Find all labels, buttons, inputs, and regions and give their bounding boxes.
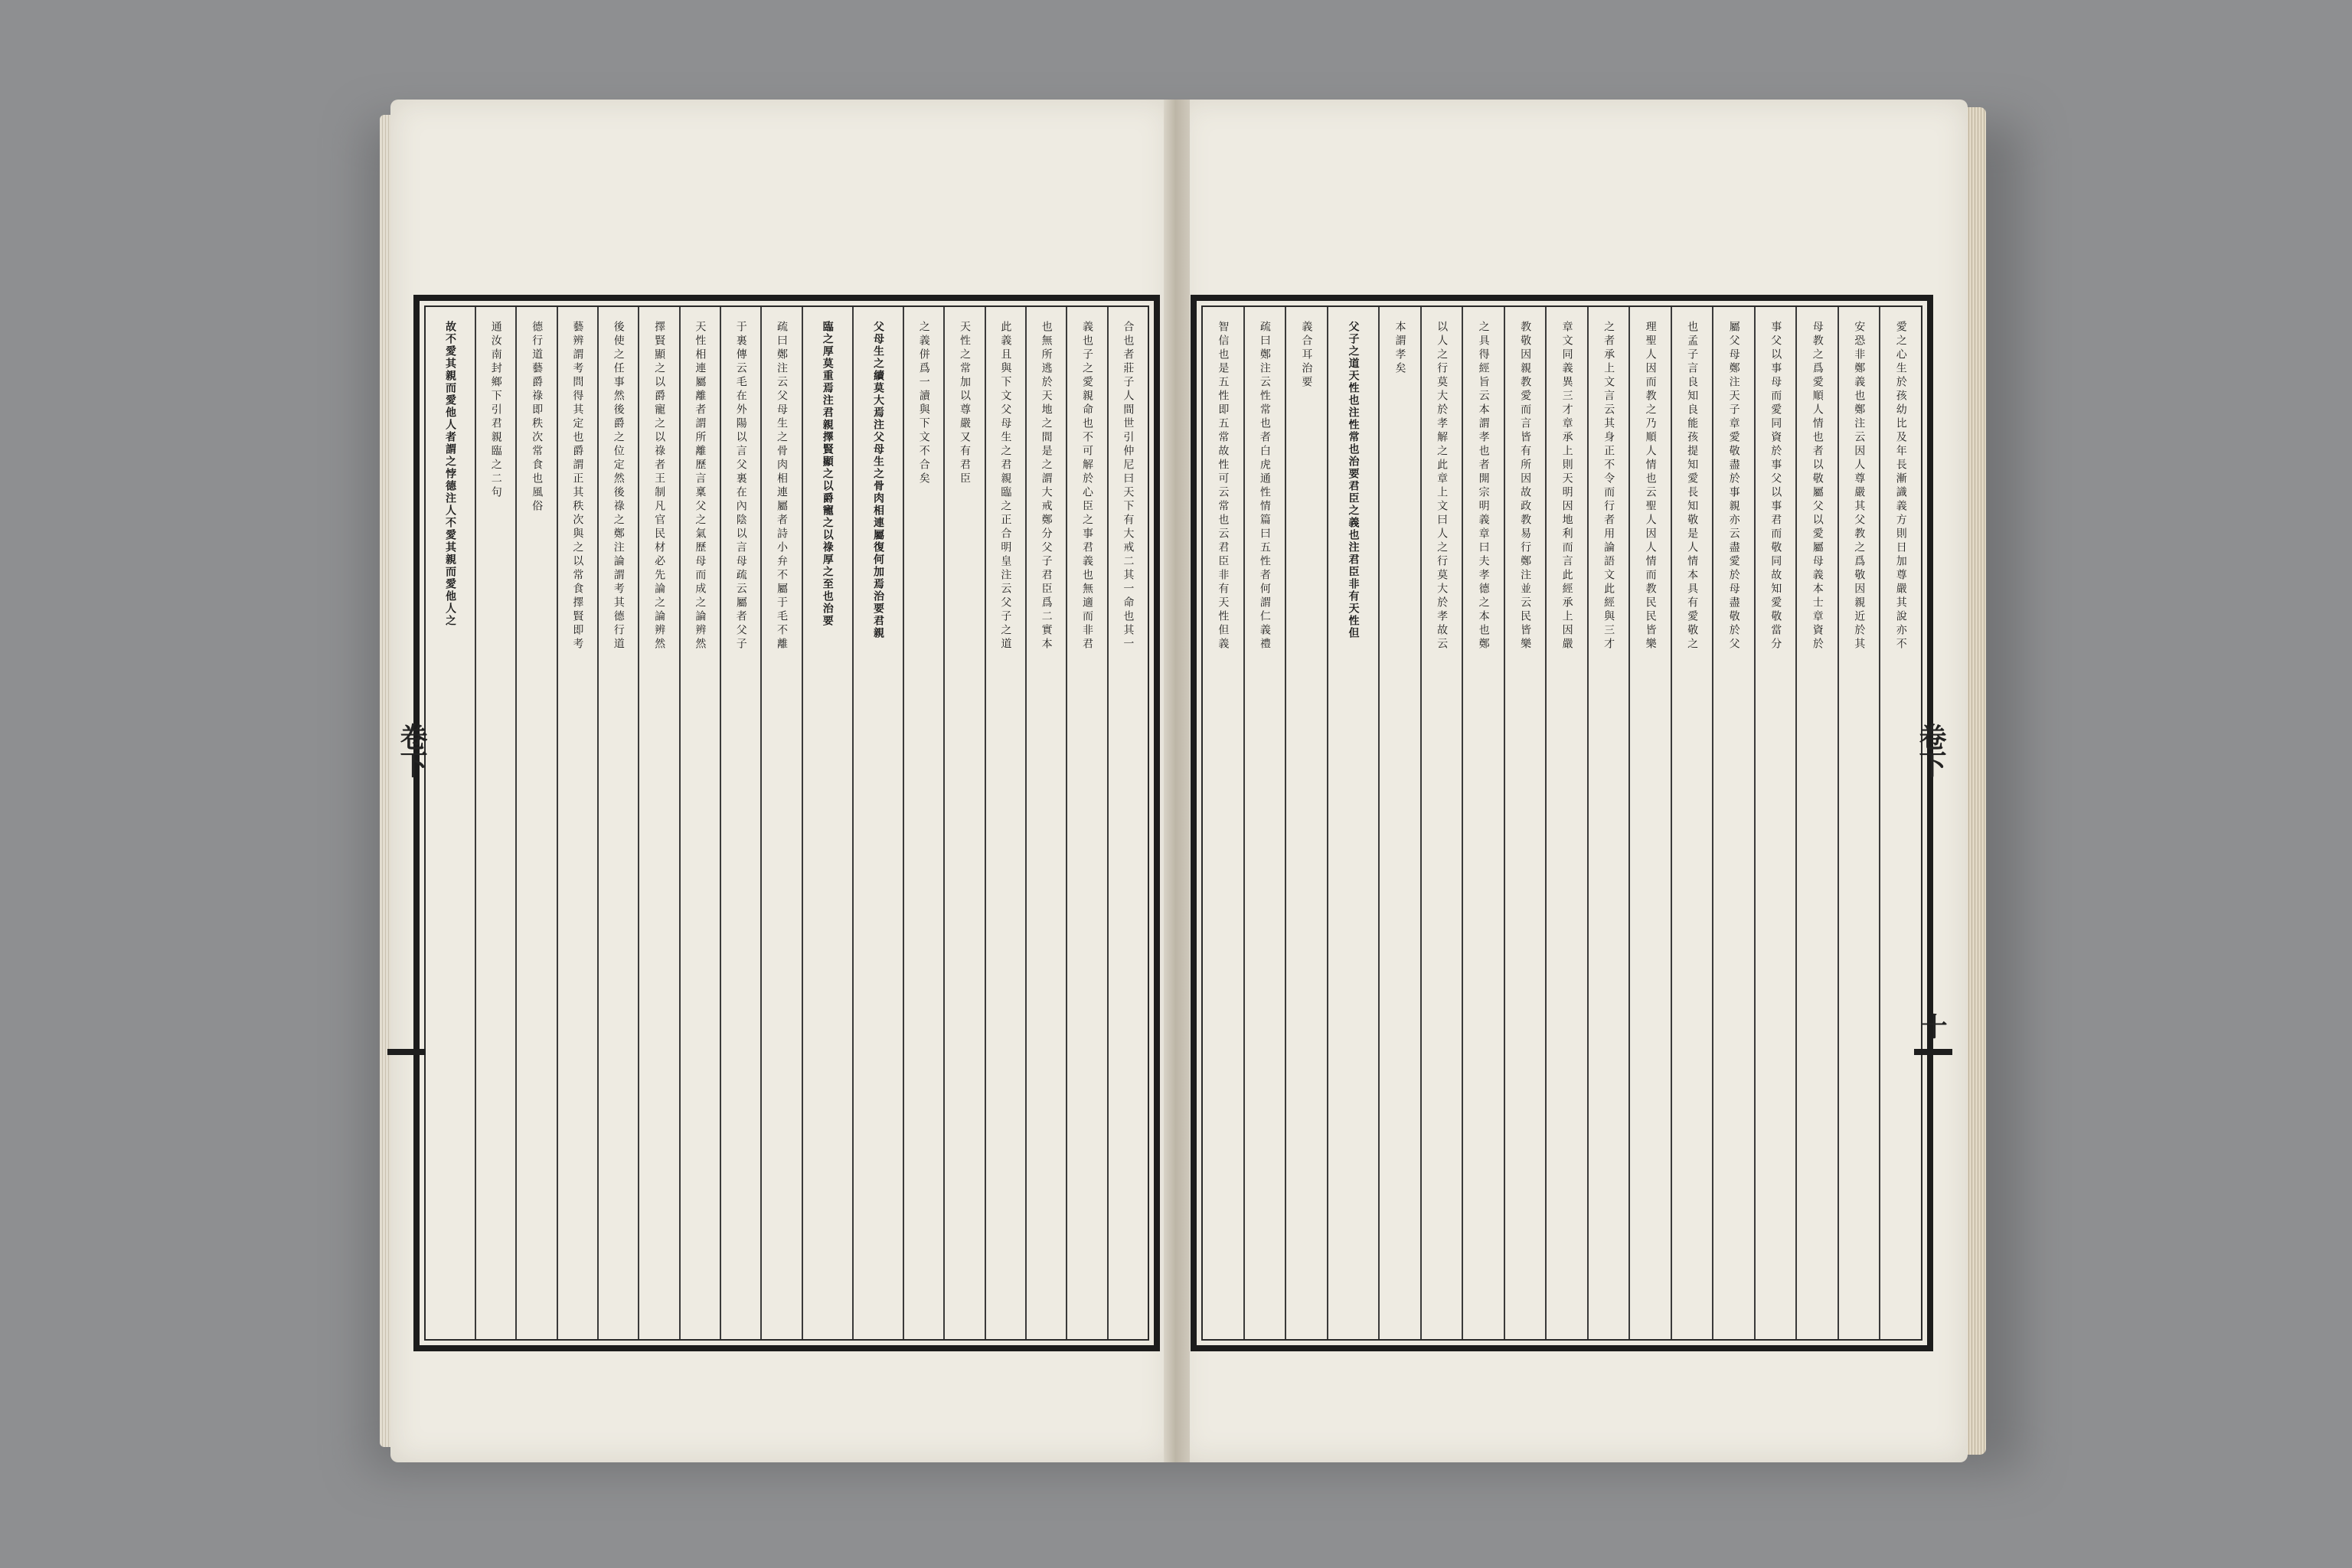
left-column-9 [760,307,801,1339]
right-column-12 [1420,307,1462,1339]
left-column-text: 臨之厚莫重焉注君親擇賢顯之以爵寵之以祿厚之至也治要 [821,321,834,627]
right-column-text: 父子之道天性也注性常也治要君臣之義也注君臣非有天性但 [1347,321,1360,639]
left-column-text: 疏曰鄭注云父母生之骨肉相連屬者詩小弁不屬于毛不離 [776,321,789,652]
left-column-text: 故不愛其親而愛他人者謂之悖德注人不愛其親而愛他人之 [444,321,457,627]
left-column-text: 此義且與下文父母生之君親臨之正合明皇注云父子之道 [999,321,1012,652]
right-column-14 [1327,307,1379,1339]
left-column-11 [679,307,720,1339]
left-column-6 [903,307,943,1339]
folio-number: 十 [1916,1013,1947,1039]
left-column-13 [597,307,638,1339]
left-column-15 [515,307,556,1339]
right-column-5 [1712,307,1754,1339]
right-column-text: 之具得經旨云本謂孝也者開宗明義章曰夫孝德之本也鄭 [1477,321,1490,652]
left-column-3 [1025,307,1066,1339]
right-column-13 [1378,307,1420,1339]
right-column-9 [1545,307,1587,1339]
right-column-17 [1203,307,1243,1339]
left-column-text: 擇賢顯之以爵寵之以祿者王制凡官民材必先論之論辨然 [653,321,666,652]
book-gutter [1164,100,1190,1462]
right-column-3 [1795,307,1838,1339]
left-column-16 [475,307,515,1339]
left-column-17 [426,307,475,1339]
right-column-text: 章文同義異三才章承上則天明因地利而言此經承上因嚴 [1560,321,1573,652]
right-columns [1203,307,1921,1339]
right-column-6 [1671,307,1713,1339]
right-column-16 [1243,307,1285,1339]
left-column-text: 義也子之愛親命也不可解於心臣之事君義也無適而非君 [1081,321,1093,652]
right-column-text: 疏曰鄭注云性常也者白虎通性情篇曰五性者何謂仁義禮 [1258,321,1271,652]
left-column-text: 後使之任事然後爵之位定然後祿之鄭注論謂考其德行道 [612,321,625,652]
left-columns [426,307,1148,1339]
left-column-text: 父母生之續莫大焉注父母生之骨肉相連屬復何加焉治要君親 [871,321,884,639]
right-column-text: 也孟子言良知良能孩提知愛長知敬是人情本具有愛敬之 [1686,321,1699,652]
left-fishtail-mark [387,1049,426,1055]
right-text-frame [1191,295,1933,1351]
left-column-14 [557,307,597,1339]
right-column-text: 義合耳治要 [1300,321,1313,390]
right-column-7 [1628,307,1671,1339]
right-section-label: 卷下 [1915,723,1947,778]
right-column-8 [1587,307,1629,1339]
left-column-text: 天性相連屬離者謂所離歷言稟父之氣歷母而成之論辨然 [694,321,707,652]
right-inner-border [1201,305,1922,1341]
right-column-text: 教敬因親教愛而言皆有所因故政教易行鄭注並云民皆樂 [1519,321,1532,652]
left-column-1 [1107,307,1148,1339]
right-column-text: 之者承上文言云其身正不令而行者用論語文此經與三才 [1602,321,1615,652]
left-column-text: 之義併爲一讀與下文不合矣 [917,321,930,486]
right-column-text: 智信也是五性即五常故性可云常也云君臣非有天性但義 [1217,321,1230,652]
left-text-frame [413,295,1160,1351]
right-column-text: 安恐非鄭義也鄭注云因人尊嚴其父教之爲敬因親近於其 [1853,321,1866,652]
left-column-text: 德行道藝爵祿即秩次常食也風俗 [531,321,544,514]
left-column-12 [638,307,678,1339]
left-column-text: 于裏傳云毛在外陽以言父裏在內陰以言母疏云屬者父子 [734,321,747,652]
right-column-text: 屬父母鄭注天子章愛敬盡於事親亦云盡愛於母盡敬於父 [1727,321,1740,652]
left-column-2 [1066,307,1106,1339]
left-column-text: 天性之常加以尊嚴又有君臣 [959,321,972,486]
right-column-4 [1754,307,1796,1339]
left-column-7 [852,307,903,1339]
right-column-text: 以人之行莫大於孝解之此章上文曰人之行莫大於孝故云 [1436,321,1449,652]
right-column-10 [1504,307,1546,1339]
left-column-text: 藝辨謂考問得其定也爵謂正其秩次與之以常食擇賢即考 [571,321,584,652]
right-column-text: 理聖人因而教之乃順人情也云聖人因人情而教民民皆樂 [1644,321,1657,652]
left-column-text: 通汝南封鄉下引君親臨之二句 [489,321,502,500]
left-column-10 [720,307,760,1339]
left-section-label: 卷下 [396,723,428,778]
left-column-4 [985,307,1025,1339]
right-column-text: 愛之心生於孩幼比及年長漸識義方則日加尊嚴其說亦不 [1894,321,1907,652]
left-column-8 [802,307,852,1339]
right-column-2 [1838,307,1880,1339]
right-column-text: 事父以事母而愛同資於事父以事君而敬同故知愛敬當分 [1769,321,1782,652]
left-inner-border [424,305,1149,1341]
right-column-15 [1285,307,1327,1339]
left-column-text: 也無所逃於天地之間是之謂大戒鄭分父子君臣爲二實本 [1040,321,1053,652]
right-column-11 [1462,307,1504,1339]
right-column-text: 本謂孝矣 [1393,321,1406,376]
left-column-5 [943,307,984,1339]
right-column-text: 母教之爲愛順人情也者以敬屬父以愛屬母義本士章資於 [1811,321,1824,652]
left-column-text: 合也者莊子人間世引仲尼曰天下有大戒二其一命也其一 [1122,321,1135,652]
